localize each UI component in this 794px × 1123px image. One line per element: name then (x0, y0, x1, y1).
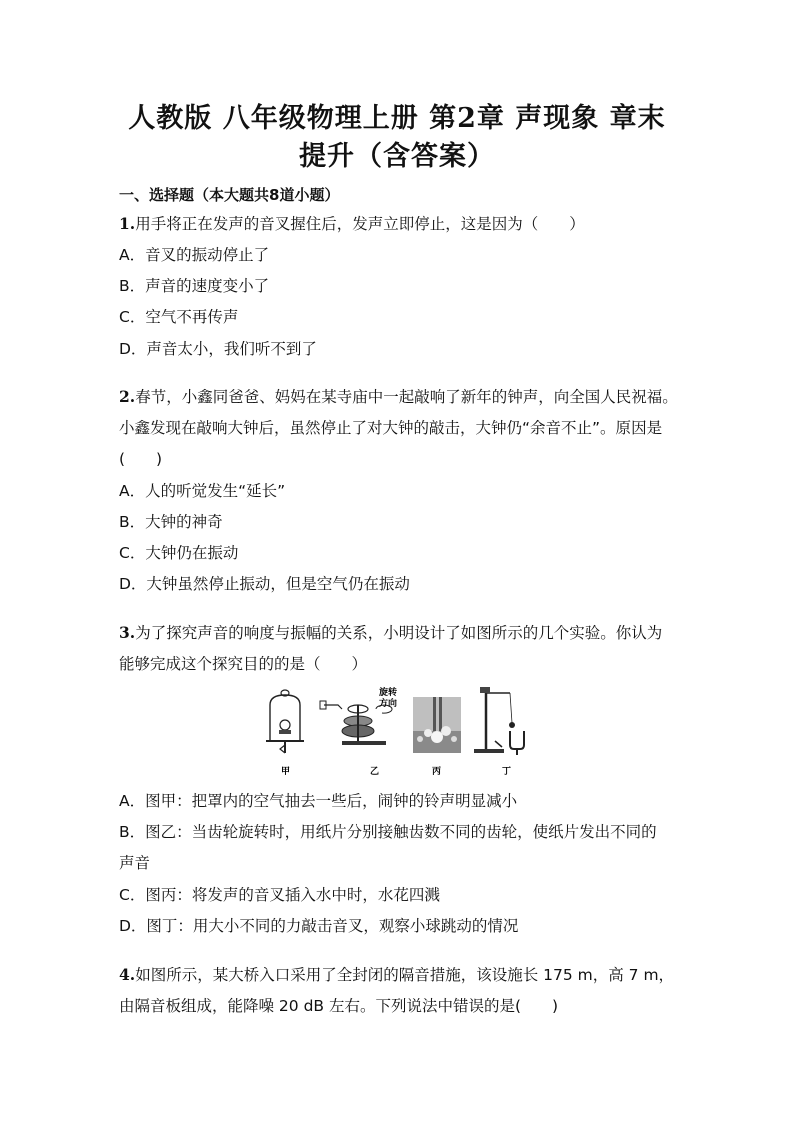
question-stem-text: 如图所示，某大桥入口采用了全封闭的隔音措施，该设施长 175 m，高 7 m， (135, 966, 675, 984)
question-number: 2. (119, 387, 136, 406)
question-number: 3. (119, 623, 136, 642)
question-1-stem (119, 212, 585, 234)
question-1-option-a: A．音叉的振动停止了 (119, 246, 270, 264)
question-3-option-c: C．图丙：将发声的音叉插入水中时，水花四溅 (119, 886, 440, 904)
figure-label-jia: 甲 (281, 767, 291, 777)
question-3-option-a: A．图甲：把罩内的空气抽去一些后，闹钟的铃声明显减小 (119, 792, 518, 810)
figure-label-ding: 丁 (502, 767, 512, 777)
question-stem-text: 用手将正在发声的音叉握住后，发声立即停止，这是因为（ ） (135, 215, 585, 233)
section-heading: 一、选择题（本大题共8道小题） (119, 186, 340, 204)
question-3-stem-line-2: 能够完成这个探究目的的是（ ） (119, 655, 368, 673)
question-2-option-c: C．大钟仍在振动 (119, 544, 239, 562)
question-2-stem-line-2: 小鑫发现在敲响大钟后，虽然停止了对大钟的敲击，大钟仍“余音不止”。原因是 (119, 419, 663, 437)
tuning-fork-pendulum-illustration (474, 687, 524, 755)
figure-label-bing: 丙 (432, 767, 442, 777)
question-2-stem-line-3: ( ) (119, 450, 163, 468)
water-splash-photo (413, 697, 461, 753)
question-1-option-c: C．空气不再传声 (119, 308, 239, 326)
question-3-stem (119, 621, 662, 643)
question-2-option-b: B．大钟的神奇 (119, 513, 223, 531)
rotate-direction-label-1: 旋转 (379, 688, 398, 698)
question-4-stem-line-2: 由隔音板组成，能降噪 20 dB 左右。下列说法中错误的是( ) (119, 997, 559, 1015)
question-2-option-d: D．大钟虽然停止振动，但是空气仍在振动 (119, 575, 410, 593)
document-title-line-2: 提升（含答案） (299, 141, 495, 172)
question-number: 4. (119, 965, 136, 984)
figure-label-yi: 乙 (370, 767, 380, 777)
question-stem-text: 春节，小鑫同爸爸、妈妈在某寺庙中一起敲响了新年的钟声，向全国人民祝福。 (135, 388, 678, 406)
question-number: 1. (119, 214, 136, 233)
question-1-option-b: B．声音的速度变小了 (119, 277, 270, 295)
rotate-direction-label-2: 方向 (379, 699, 398, 709)
question-stem-text: 为了探究声音的响度与振幅的关系，小明设计了如图所示的几个实验。你认为 (135, 624, 663, 642)
experiment-figure (258, 683, 540, 779)
document-title-line-1: 人教版 八年级物理上册 第2章 声现象 章末 (128, 103, 666, 134)
question-2-option-a: A．人的听觉发生“延长” (119, 482, 286, 500)
question-3-option-d: D．图丁：用大小不同的力敲击音叉，观察小球跳动的情况 (119, 917, 519, 935)
question-3-option-b: B．图乙：当齿轮旋转时，用纸片分别接触齿数不同的齿轮，使纸片发出不同的 (119, 823, 657, 841)
question-2-stem (119, 385, 678, 407)
question-4-stem (119, 963, 674, 985)
question-1-option-d: D．声音太小，我们听不到了 (119, 340, 317, 358)
question-3-option-b-continued: 声音 (119, 854, 151, 872)
bell-jar-illustration (266, 690, 304, 753)
